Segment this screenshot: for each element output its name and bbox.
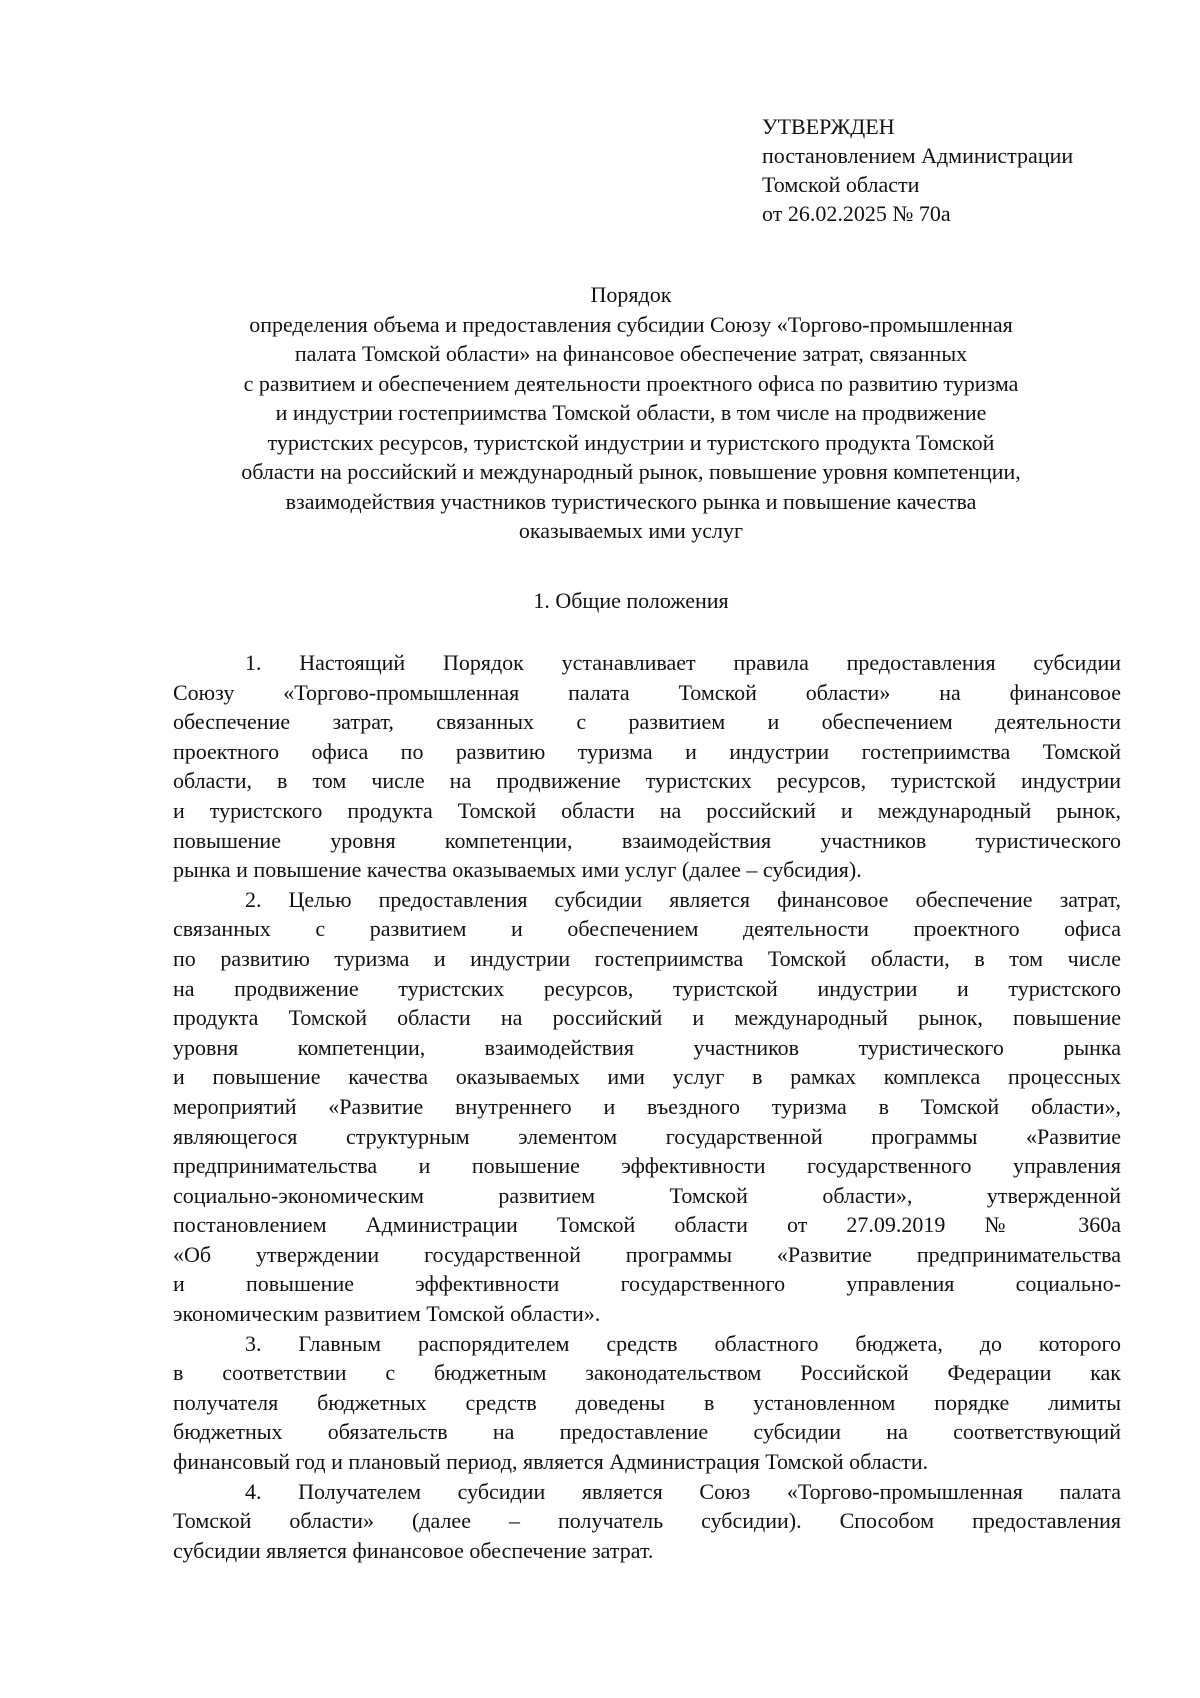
text-line: мероприятий «Развитие внутреннего и въездного туризма в Томской области», (173, 1093, 1121, 1119)
text-line: «Об утверждении государственной программы «Развитие предпринимательства (173, 1241, 1121, 1267)
approval-stamp (762, 112, 1182, 228)
approval-line: постановлением Администрации (762, 143, 1074, 168)
text-line: области, в том числе на продвижение туристских ресурсов, туристской индустрии (173, 768, 1121, 794)
text-line: субсидии является финансовое обеспечение затрат. (173, 1537, 654, 1563)
text-line: 3. Главным распорядителем средств областного бюджета, до которого (245, 1330, 1121, 1356)
text-line: экономическим развитием Томской области». (173, 1301, 601, 1327)
text-line: и повышение качества оказываемых ими услуг в рамках комплекса процессных (173, 1064, 1121, 1090)
approval-line: Томской области (762, 172, 920, 197)
text-line: постановлением Администрации Томской области от 27.09.2019 № 360а (173, 1212, 1121, 1238)
text-line: проектного офиса по развитию туризма и индустрии гостеприимства Томской (173, 738, 1121, 764)
text-line: и туристского продукта Томской области на российский и международный рынок, (173, 797, 1121, 823)
text-line: повышение уровня компетенции, взаимодействия участников туристического (173, 827, 1121, 853)
document-title (170, 280, 1092, 546)
text-line: рынка и повышение качества оказываемых ими услуг (далее – субсидия). (173, 857, 862, 883)
paragraph-2 (173, 885, 1121, 1329)
document-body (173, 648, 1121, 1565)
title-line: туристских ресурсов, туристской индустрии и туристского продукта Томской (267, 429, 995, 455)
text-line: Томской области» (далее – получатель субсидии). Способом предоставления (173, 1508, 1121, 1534)
title-line: с развитием и обеспечением деятельности проектного офиса по развитию туризма (243, 370, 1019, 396)
text-line: бюджетных обязательств на предоставление субсидии на соответствующий (173, 1419, 1121, 1445)
title-line: определения объема и предоставления субсидии Союзу «Торгово-промышленная (249, 311, 1013, 337)
section-heading: 1. Общие положения (533, 588, 729, 613)
text-line: продукта Томской области на российский и международный рынок, повышение (173, 1005, 1121, 1031)
text-line: получателя бюджетных средств доведены в установленном порядке лимиты (173, 1389, 1121, 1415)
title-line: области на российский и международный рынок, повышение уровня компетенции, (241, 459, 1021, 484)
title-line: и индустрии гостеприимства Томской области, в том числе на продвижение (275, 400, 987, 425)
text-line: социально-экономическим развитием Томской области», утвержденной (173, 1182, 1121, 1208)
title-line: Порядок (590, 282, 672, 307)
text-line: в соответствии с бюджетным законодательством Российской Федерации как (173, 1360, 1121, 1386)
paragraph-1 (173, 648, 1121, 885)
paragraph-4 (173, 1477, 1121, 1566)
text-line: 4. Получателем субсидии является Союз «Торгово-промышленная палата (245, 1478, 1121, 1504)
text-line: связанных с развитием и обеспечением деятельности проектного офиса (173, 916, 1121, 942)
text-line: 2. Целью предоставления субсидии является финансовое обеспечение затрат, (245, 886, 1121, 912)
text-line: предпринимательства и повышение эффективности государственного управления (173, 1153, 1121, 1179)
text-line: уровня компетенции, взаимодействия участников туристического рынка (173, 1034, 1121, 1060)
text-line: финансовый год и плановый период, является Администрация Томской области. (173, 1449, 929, 1475)
text-line: по развитию туризма и индустрии гостеприимства Томской области, в том числе (173, 945, 1121, 971)
title-line: палата Томской области» на финансовое обеспечение затрат, связанных (294, 341, 968, 366)
title-line: взаимодействия участников туристического рынка и повышение качества (285, 488, 977, 514)
approval-date-number: от 26.02.2025 № 70а (762, 201, 951, 226)
text-line: являющегося структурным элементом государственной программы «Развитие (173, 1123, 1121, 1149)
text-line: на продвижение туристских ресурсов, туристской индустрии и туристского (173, 975, 1121, 1001)
paragraph-3 (173, 1329, 1121, 1477)
text-line: Союзу «Торгово-промышленная палата Томской области» на финансовое (173, 679, 1121, 705)
text-line: и повышение эффективности государственного управления социально- (173, 1271, 1121, 1297)
approval-heading: УТВЕРЖДЕН (762, 114, 895, 139)
title-line: оказываемых ими услуг (518, 518, 744, 543)
text-line: 1. Настоящий Порядок устанавливает правила предоставления субсидии (245, 650, 1121, 675)
text-line: обеспечение затрат, связанных с развитием и обеспечением деятельности (173, 709, 1121, 735)
